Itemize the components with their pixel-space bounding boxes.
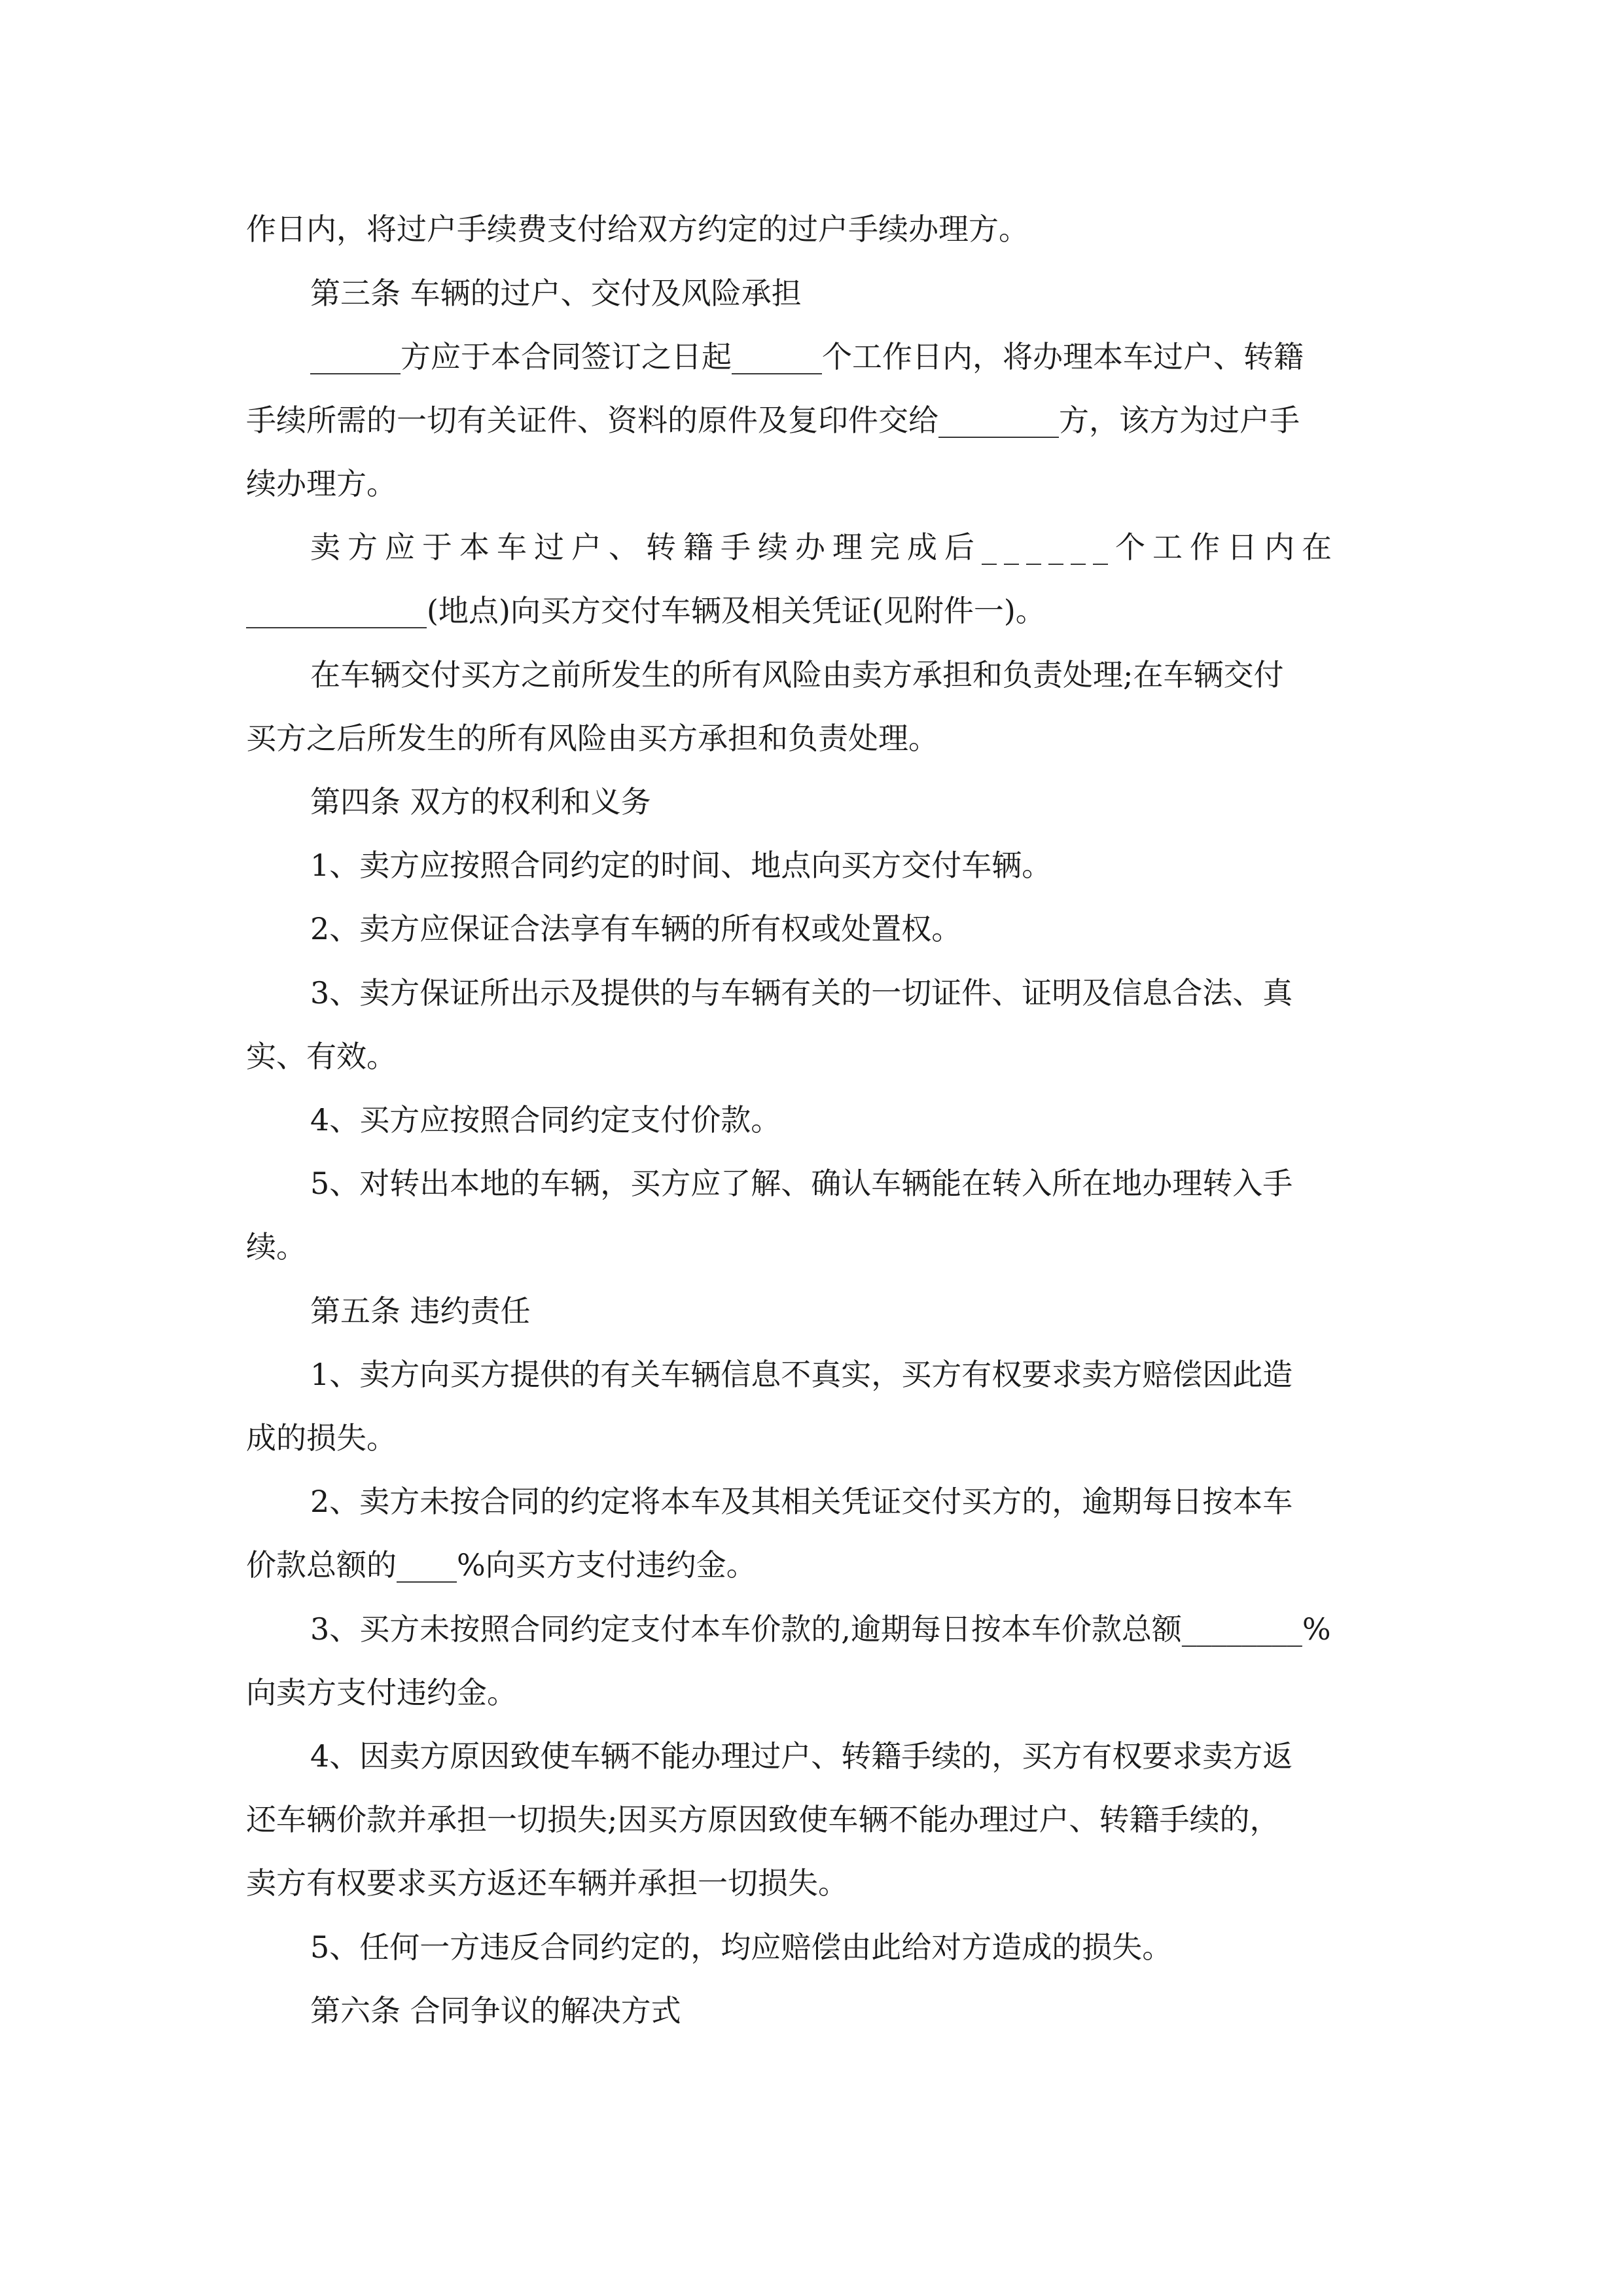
list-item: 5、对转出本地的车辆，买方应了解、确认车辆能在转入所在地办理转入手	[310, 1166, 1293, 1201]
list-item: 3、卖方保证所出示及提供的与车辆有关的一切证件、证明及信息合法、真	[310, 975, 1293, 1011]
list-item: 5、任何一方违反合同约定的，均应赔偿由此给对方造成的损失。	[310, 1929, 1173, 1965]
paragraph-line: 续办理方。	[246, 466, 397, 501]
section-heading: 第五条 违约责任	[310, 1293, 531, 1329]
list-item-continuation: 向卖方支付违约金。	[246, 1675, 517, 1710]
list-item-continuation: 续。	[246, 1229, 306, 1265]
list-item: 4、买方应按照合同约定支付价款。	[310, 1102, 781, 1138]
section-heading: 第六条 合同争议的解决方式	[310, 1993, 681, 2028]
list-item-continuation: 卖方有权要求买方返还车辆并承担一切损失。	[246, 1865, 848, 1901]
section-heading: 第四条 双方的权利和义务	[310, 784, 651, 819]
list-item: 2、卖方未按合同的约定将本车及其相关凭证交付买方的，逾期每日按本车	[310, 1484, 1293, 1519]
paragraph-line: ____________(地点)向买方交付车辆及相关凭证(见附件一)。	[246, 593, 1046, 628]
paragraph-line: 作日内，将过户手续费支付给双方约定的过户手续办理方。	[246, 211, 1029, 247]
paragraph-line: 买方之后所发生的所有风险由买方承担和负责处理。	[246, 721, 938, 756]
paragraph-line: 在车辆交付买方之前所发生的所有风险由卖方承担和负责处理;在车辆交付	[310, 657, 1284, 692]
paragraph-line: 手续所需的一切有关证件、资料的原件及复印件交给________方，该方为过户手	[246, 403, 1300, 438]
section-heading: 第三条 车辆的过户、交付及风险承担	[310, 276, 802, 311]
list-item: 4、因卖方原因致使车辆不能办理过户、转籍手续的，买方有权要求卖方返	[310, 1738, 1293, 1774]
list-item: 1、卖方应按照合同约定的时间、地点向买方交付车辆。	[310, 848, 1052, 883]
list-item-continuation: 价款总额的____%向买方支付违约金。	[246, 1547, 757, 1583]
list-item-continuation: 实、有效。	[246, 1039, 397, 1074]
paragraph-line: ______方应于本合同签订之日起______个工作日内，将办理本车过户、转籍	[310, 339, 1304, 374]
list-item-continuation: 还车辆价款并承担一切损失;因买方原因致使车辆不能办理过户、转籍手续的，	[246, 1802, 1280, 1837]
paragraph-line: 卖方应于本车过户、转籍手续办理完成后______个工作日内在	[310, 529, 1339, 565]
list-item-continuation: 成的损失。	[246, 1420, 397, 1456]
list-item: 2、卖方应保证合法享有车辆的所有权或处置权。	[310, 911, 962, 946]
list-item: 1、卖方向买方提供的有关车辆信息不真实，买方有权要求卖方赔偿因此造	[310, 1357, 1293, 1392]
list-item: 3、买方未按照合同约定支付本车价款的,逾期每日按本车价款总额________%	[310, 1611, 1331, 1647]
